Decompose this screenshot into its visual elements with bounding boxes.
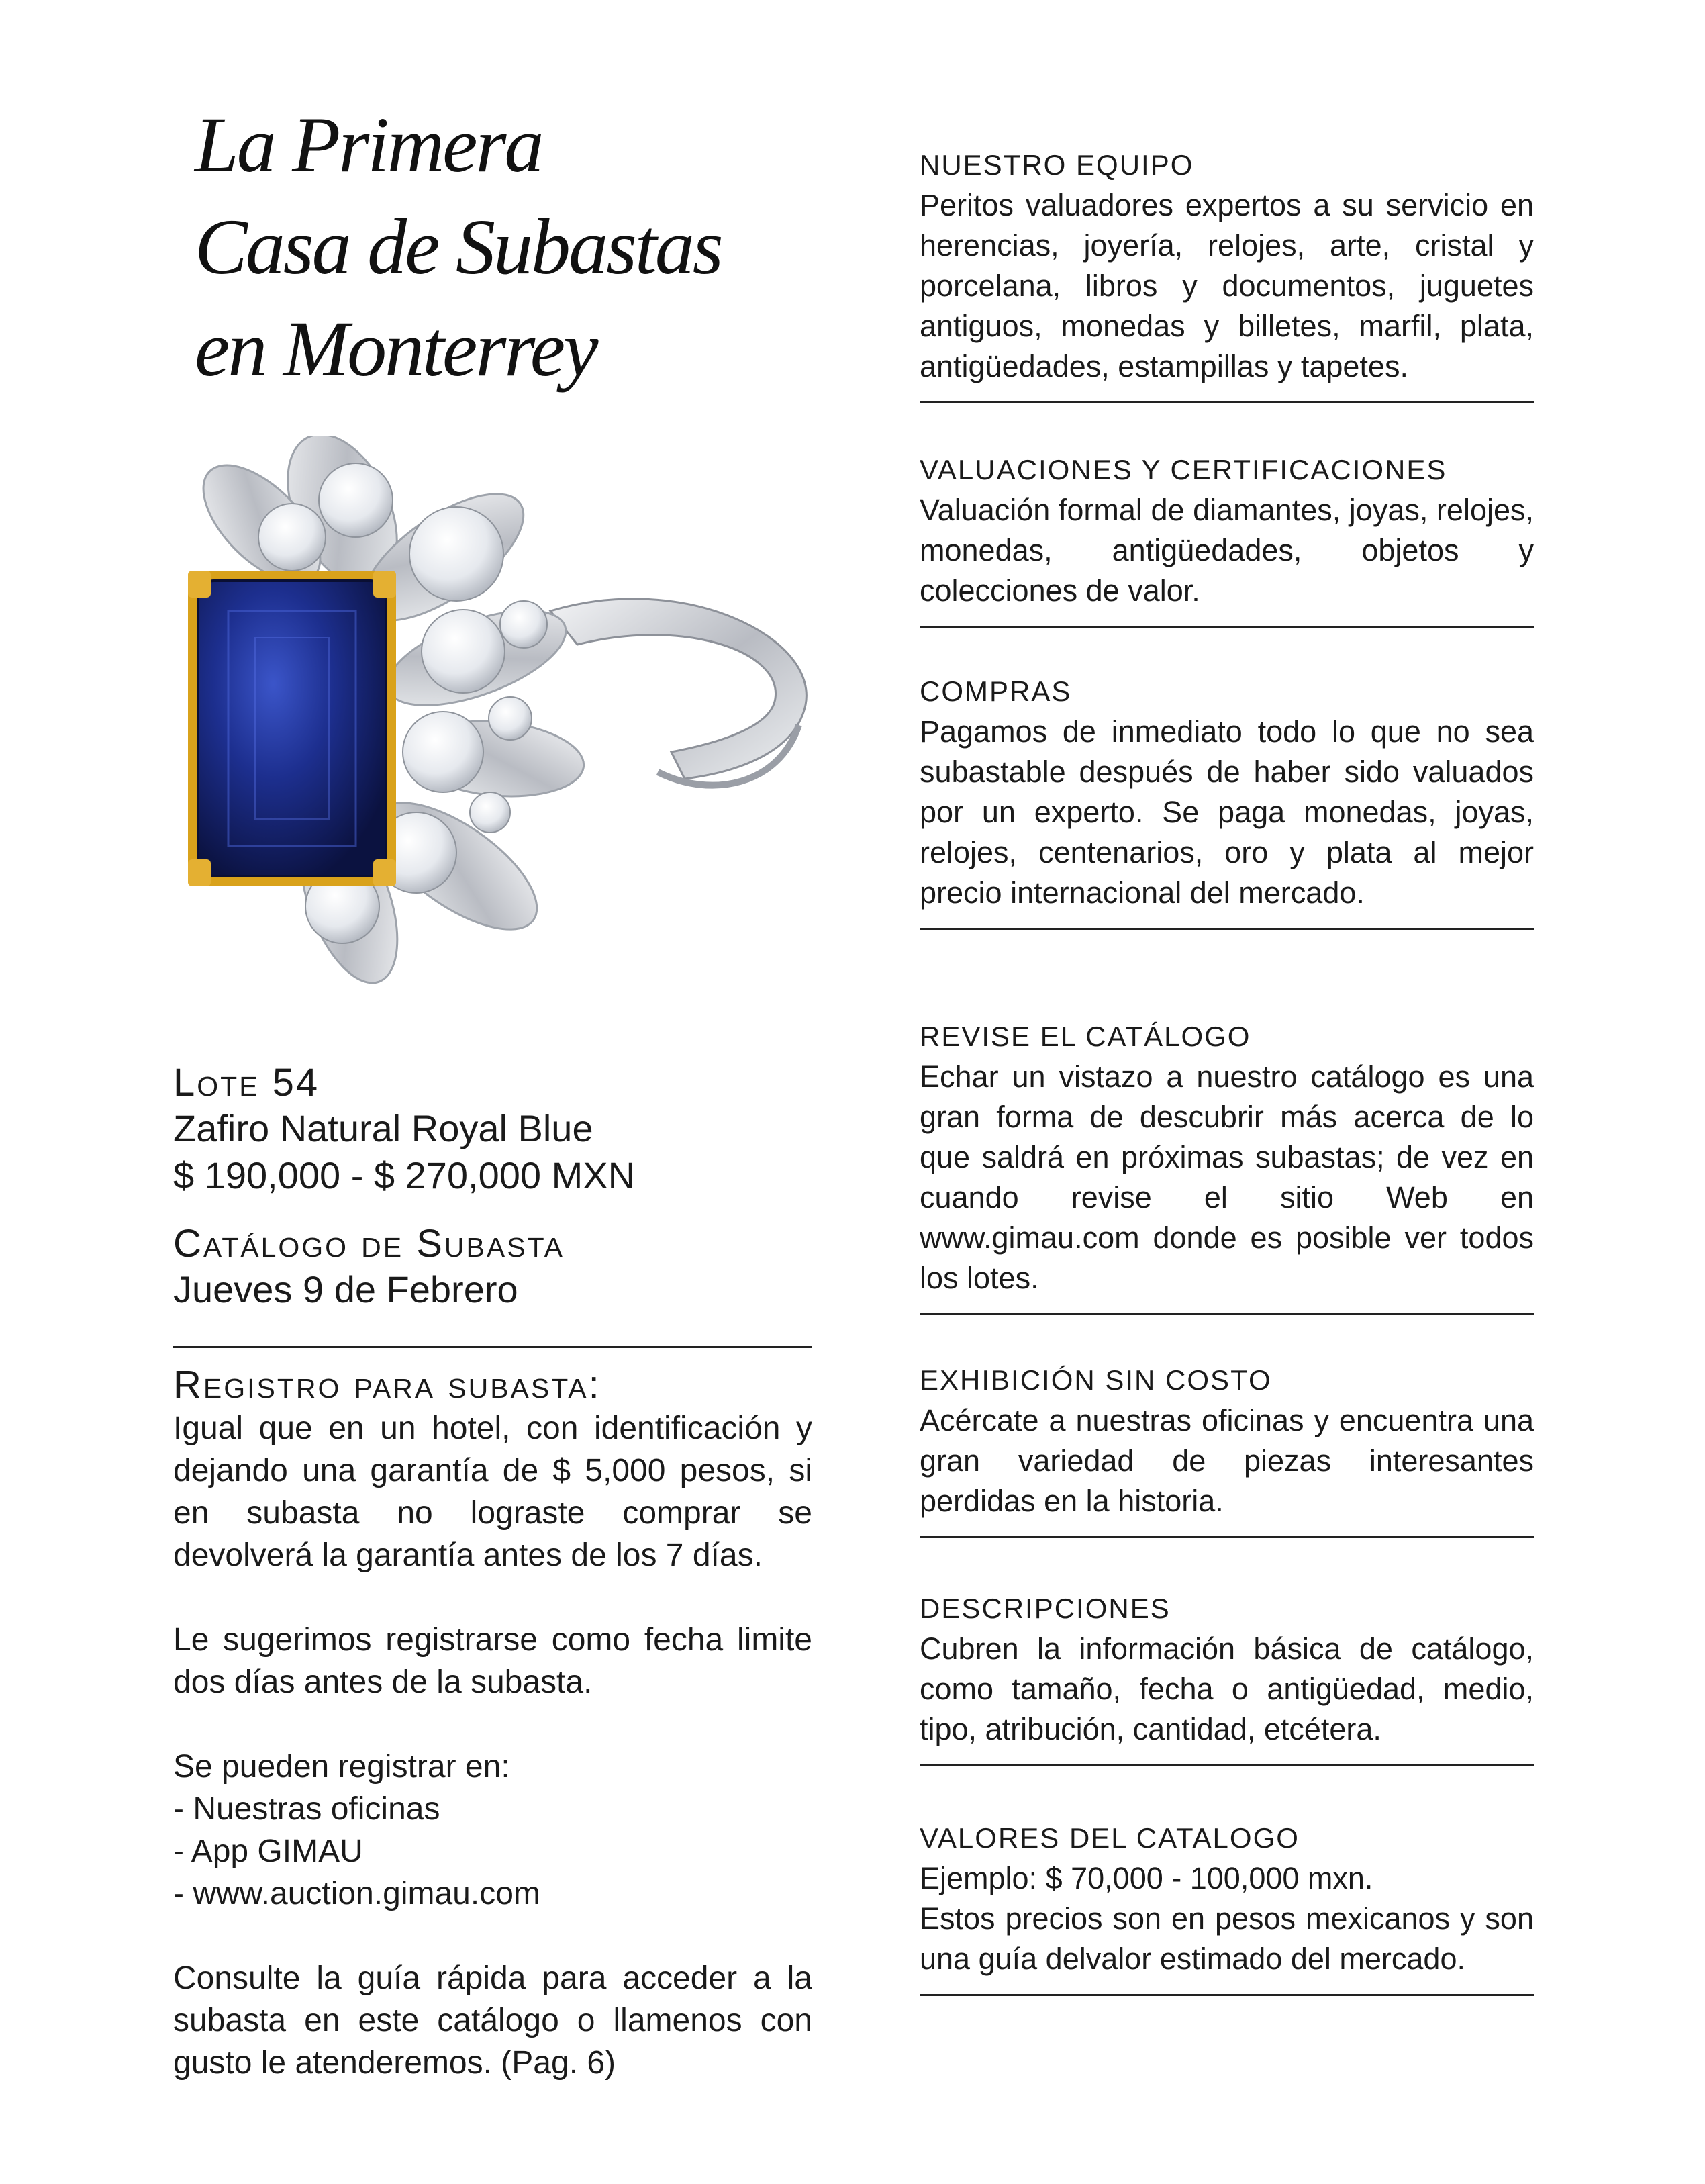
section-divider	[920, 626, 1534, 628]
section-descripciones	[920, 1591, 1534, 1766]
registration-option: - www.auction.gimau.com	[173, 1876, 540, 1911]
title-line-3: en Monterrey	[195, 305, 597, 393]
lot-label: Lote 54	[173, 1061, 320, 1104]
section-text: Peritos valuadores expertos a su servicio en herencias, joyería, relojes, arte, cristal y porcelana, libros y documentos, juguetes antiguos, monedas y billetes, marfil, plata, antigüedades, estampillas y tapetes.	[920, 188, 1534, 383]
section-heading: REVISE EL CATÁLOGO	[920, 1020, 1251, 1052]
registration-option: - Nuestras oficinas	[173, 1791, 440, 1827]
divider-left	[173, 1346, 812, 1348]
section-valuaciones	[920, 453, 1534, 628]
section-valores	[920, 1821, 1534, 1996]
title-line-2: Casa de Subastas	[195, 203, 722, 291]
section-heading: NUESTRO EQUIPO	[920, 149, 1194, 181]
section-divider	[920, 928, 1534, 930]
section-text: Cubren la información básica de catálogo, como tamaño, fecha o antigüedad, medio, tipo, atribución, cantidad, etcétera.	[920, 1631, 1534, 1746]
registration-intro: Se pueden registrar en:	[173, 1749, 510, 1785]
section-compras	[920, 674, 1534, 930]
registration-block	[173, 1363, 812, 2084]
section-divider	[920, 1536, 1534, 1538]
section-divider	[920, 1994, 1534, 1996]
section-heading: COMPRAS	[920, 675, 1072, 707]
title-line-1: La Primera	[195, 101, 542, 189]
registration-paragraph-2: Le sugerimos registrarse como fecha limite dos días antes de la subasta.	[173, 1622, 812, 1700]
registration-paragraph-1: Igual que en un hotel, con identificación y dejando una garantía de $ 5,000 pesos, si en subasta no lograste comprar se devolverá la garantía antes de los 7 días.	[173, 1411, 812, 1573]
page-title	[195, 94, 799, 400]
section-text: Valuación formal de diamantes, joyas, relojes, monedas, antigüedades, objetos y colecciones de valor.	[920, 493, 1534, 608]
registration-heading: Registro para subasta:	[173, 1363, 601, 1407]
section-divider	[920, 401, 1534, 403]
registration-options	[173, 1788, 812, 1915]
lot-name: Zafiro Natural Royal Blue	[173, 1107, 593, 1149]
section-text: Pagamos de inmediato todo lo que no sea subastable después de haber sido valuados por un experto. Se paga monedas, joyas, relojes, centenarios, oro y plata al mejor precio internacional del mercado.	[920, 714, 1534, 910]
registration-option: - App GIMAU	[173, 1834, 363, 1869]
section-text-2: Estos precios son en pesos mexicanos y son una guía delvalor estimado del mercado.	[920, 1901, 1534, 1976]
section-nuestro-equipo	[920, 148, 1534, 403]
section-exhibicion	[920, 1363, 1534, 1538]
section-heading: VALORES DEL CATALOGO	[920, 1822, 1300, 1854]
section-divider	[920, 1313, 1534, 1315]
section-heading: DESCRIPCIONES	[920, 1593, 1171, 1624]
section-text: Ejemplo: $ 70,000 - 100,000 mxn.	[920, 1861, 1373, 1895]
section-divider	[920, 1764, 1534, 1766]
catalog-date: Jueves 9 de Febrero	[173, 1268, 518, 1311]
sapphire-ring-image	[175, 436, 846, 987]
catalog-label: Catálogo de Subasta	[173, 1222, 565, 1266]
section-text: Acércate a nuestras oficinas y encuentra una gran variedad de piezas interesantes perdidas en la historia.	[920, 1403, 1534, 1518]
section-revise-catalogo	[920, 1019, 1534, 1315]
section-heading: VALUACIONES Y CERTIFICACIONES	[920, 454, 1447, 485]
registration-paragraph-4: Consulte la guía rápida para acceder a la subasta en este catálogo o llamenos con gusto le atenderemos. (Pag. 6)	[173, 1960, 812, 2081]
section-text: Echar un vistazo a nuestro catálogo es una gran forma de descubrir más acerca de lo que saldrá en próximas subastas; de vez en cuando revise el sitio Web en www.gimau.com donde es posible ver todos los lotes.	[920, 1059, 1534, 1295]
lot-info	[173, 1061, 811, 1313]
lot-price: $ 190,000 - $ 270,000 MXN	[173, 1154, 636, 1196]
section-heading: EXHIBICIÓN SIN COSTO	[920, 1364, 1272, 1396]
